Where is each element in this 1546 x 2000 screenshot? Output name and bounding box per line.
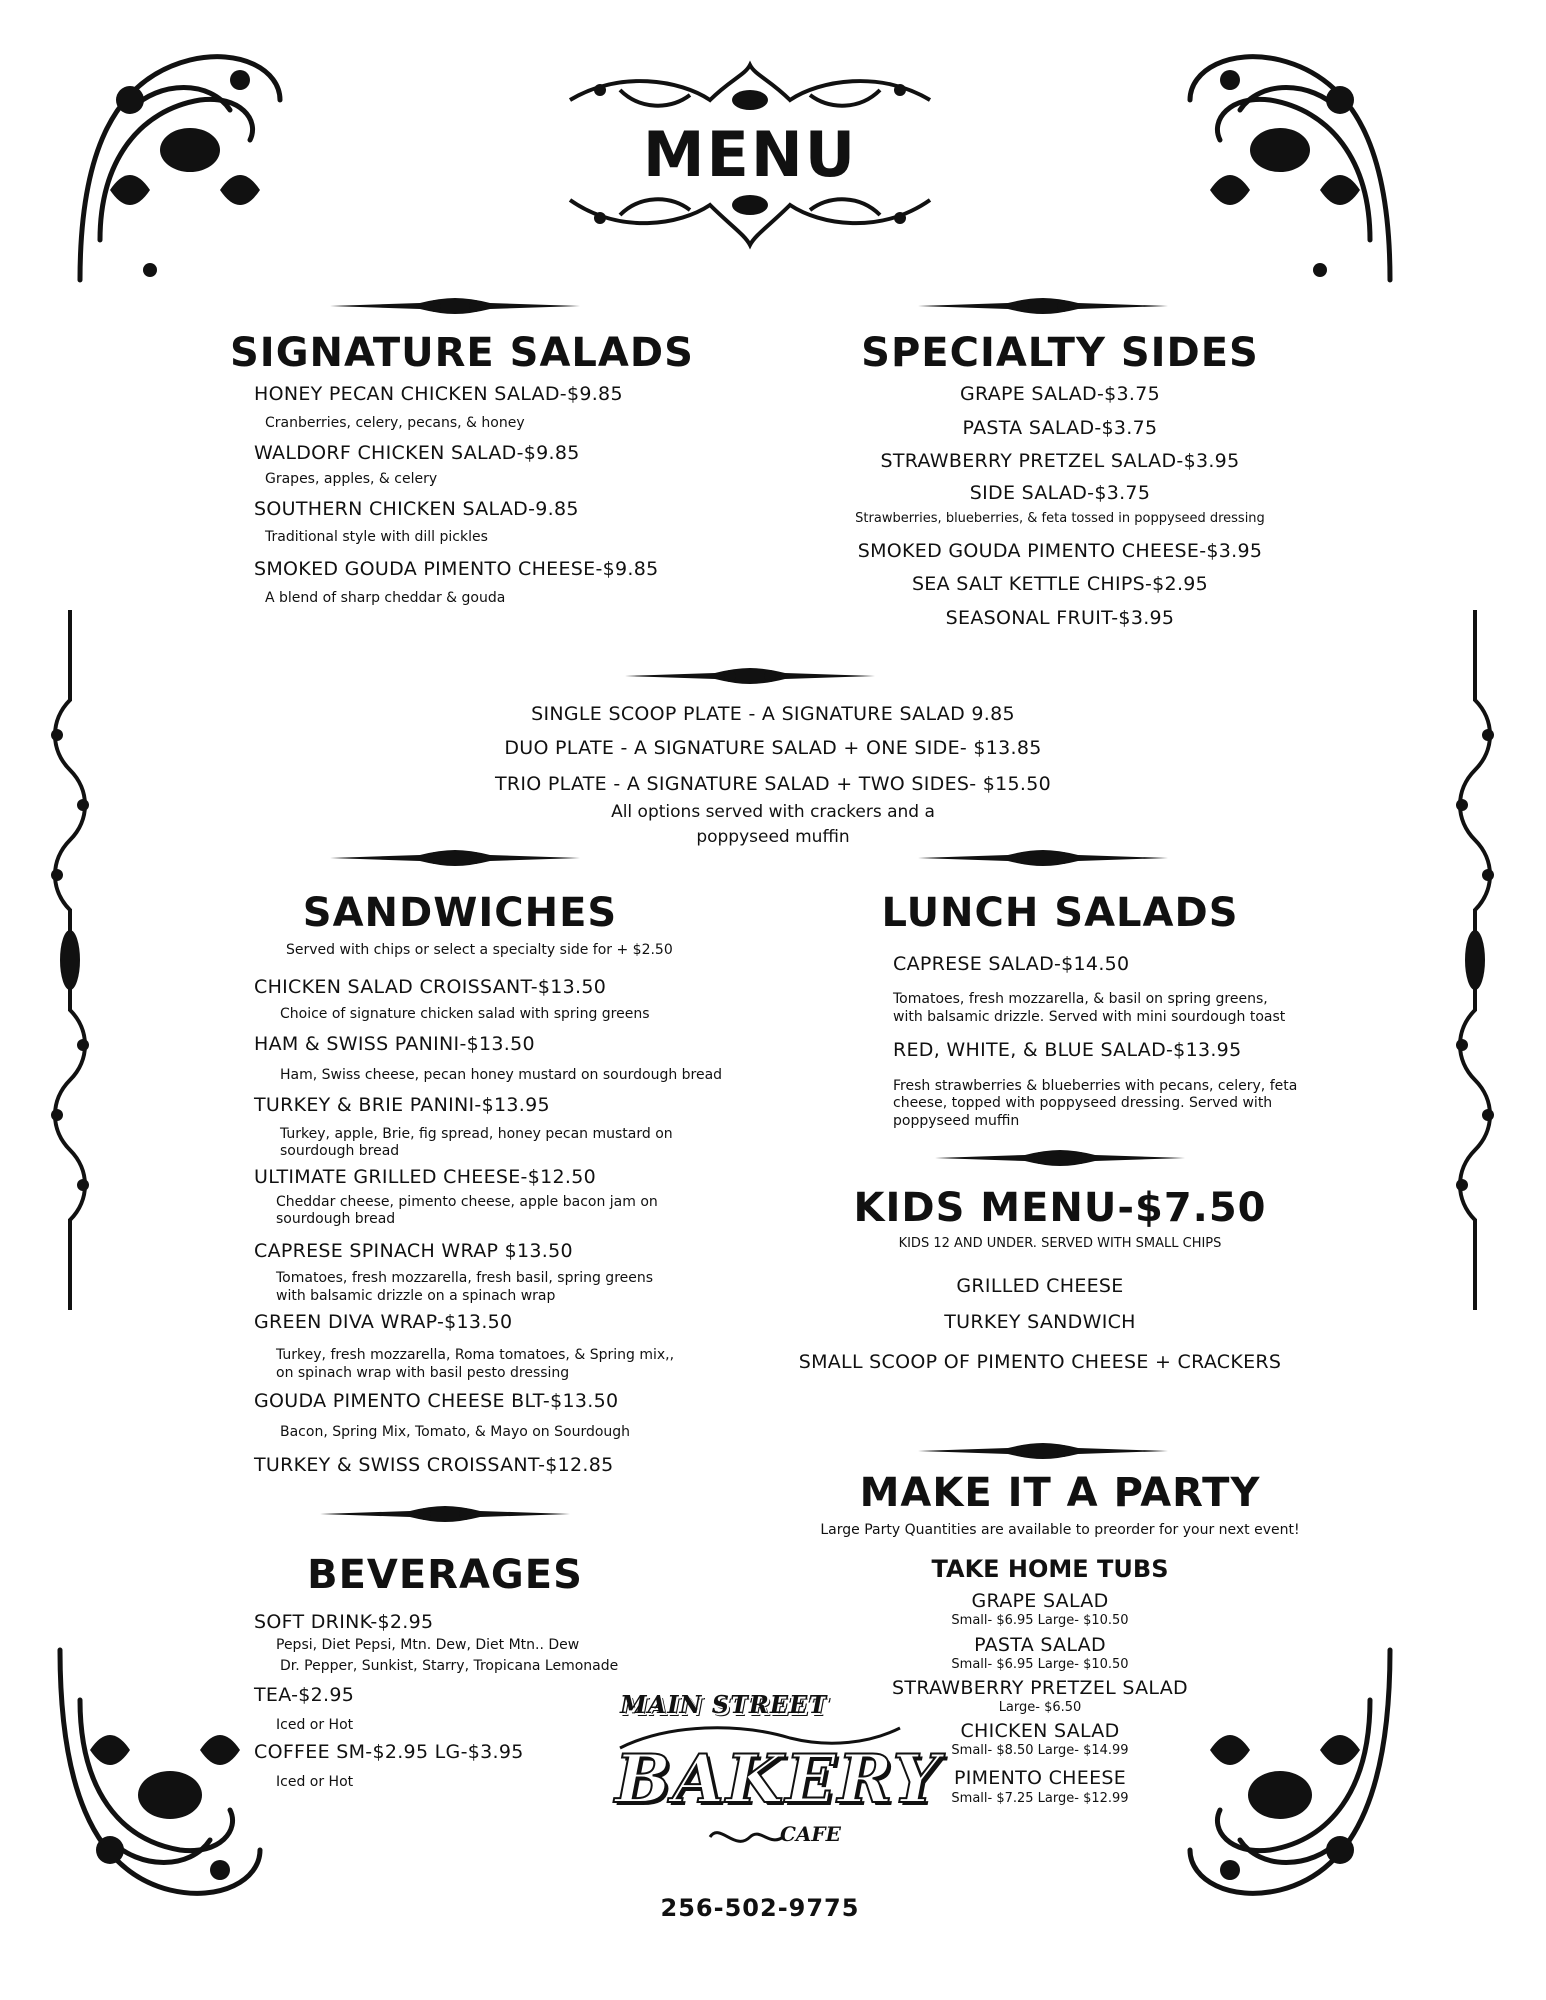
menu-item: ULTIMATE GRILLED CHEESE-$12.50 — [254, 1166, 596, 1188]
plate-duo: DUO PLATE - A SIGNATURE SALAD + ONE SIDE- $13.85 — [504, 737, 1042, 759]
divider-ornament — [330, 296, 580, 316]
party-heading: MAKE IT A PARTY — [859, 1470, 1261, 1516]
menu-item: TURKEY & SWISS CROISSANT-$12.85 — [254, 1454, 614, 1476]
plate-trio: TRIO PLATE - A SIGNATURE SALAD + TWO SIDES- $15.50 — [494, 773, 1052, 795]
menu-item-desc: with balsamic drizzle. Served with mini sourdough toast — [893, 1009, 1286, 1025]
menu-item-desc: Traditional style with dill pickles — [265, 529, 488, 545]
menu-item-desc: Turkey, apple, Brie, fig spread, honey pecan mustard on — [280, 1126, 673, 1142]
divider-ornament — [918, 296, 1168, 316]
menu-item-desc: Cheddar cheese, pimento cheese, apple bacon jam on — [276, 1194, 658, 1210]
corner-ornament-top-right — [1180, 40, 1400, 290]
side-item: SIDE SALAD-$3.75 — [969, 482, 1151, 504]
menu-item: COFFEE SM-$2.95 LG-$3.95 — [254, 1741, 524, 1763]
logo-cafe: CAFE — [780, 1822, 841, 1846]
menu-item: CAPRESE SALAD-$14.50 — [893, 953, 1130, 975]
page-title: MENU — [642, 118, 858, 191]
divider-ornament — [918, 1441, 1168, 1461]
menu-item: HONEY PECAN CHICKEN SALAD-$9.85 — [254, 383, 623, 405]
side-item: PASTA SALAD-$3.75 — [962, 417, 1158, 439]
plate-single: SINGLE SCOOP PLATE - A SIGNATURE SALAD 9.85 — [531, 703, 1015, 725]
corner-ornament-bottom-left — [50, 1640, 270, 1910]
tub-item: STRAWBERRY PRETZEL SALAD — [892, 1677, 1188, 1699]
menu-item: TEA-$2.95 — [254, 1684, 355, 1706]
sandwiches-subheading: Served with chips or select a specialty side for + $2.50 — [286, 942, 673, 958]
divider-ornament — [320, 1504, 570, 1524]
menu-item: GOUDA PIMENTO CHEESE BLT-$13.50 — [254, 1390, 619, 1412]
menu-item-desc: Fresh strawberries & blueberries with pecans, celery, feta — [893, 1078, 1298, 1094]
menu-item-desc: Dr. Pepper, Sunkist, Starry, Tropicana Lemonade — [280, 1658, 619, 1674]
menu-item-desc: Tomatoes, fresh mozzarella, & basil on spring greens, — [893, 991, 1268, 1007]
menu-item: CHICKEN SALAD CROISSANT-$13.50 — [254, 976, 607, 998]
party-subheading: Large Party Quantities are available to preorder for your next event! — [820, 1522, 1300, 1538]
menu-item-desc: Ham, Swiss cheese, pecan honey mustard on sourdough bread — [280, 1067, 723, 1083]
menu-item: SMOKED GOUDA PIMENTO CHEESE-$9.85 — [254, 558, 659, 580]
plate-note: poppyseed muffin — [696, 827, 850, 847]
tub-item: GRAPE SALAD — [971, 1590, 1109, 1612]
divider-ornament — [330, 848, 580, 868]
tub-price: Small- $6.95 Large- $10.50 — [951, 1613, 1129, 1628]
side-scroll-right — [1450, 610, 1500, 1310]
menu-item: TURKEY & BRIE PANINI-$13.95 — [254, 1094, 550, 1116]
menu-item-desc: poppyseed muffin — [893, 1113, 1020, 1129]
side-item: STRAWBERRY PRETZEL SALAD-$3.95 — [880, 450, 1240, 472]
menu-item-desc: with balsamic drizzle on a spinach wrap — [276, 1288, 556, 1304]
sandwiches-heading: SANDWICHES — [302, 890, 618, 936]
divider-ornament — [935, 1148, 1185, 1168]
side-item: SEA SALT KETTLE CHIPS-$2.95 — [911, 573, 1209, 595]
bakery-logo — [610, 1690, 942, 1860]
divider-ornament — [918, 848, 1168, 868]
tub-item: CHICKEN SALAD — [960, 1720, 1120, 1742]
title-flourish-bottom — [560, 180, 940, 250]
menu-item: RED, WHITE, & BLUE SALAD-$13.95 — [893, 1039, 1242, 1061]
corner-ornament-top-left — [70, 40, 290, 290]
tub-price: Small- $6.95 Large- $10.50 — [951, 1657, 1129, 1672]
menu-item-desc: sourdough bread — [280, 1143, 400, 1159]
kids-item: TURKEY SANDWICH — [944, 1311, 1136, 1333]
menu-item-desc: Pepsi, Diet Pepsi, Mtn. Dew, Diet Mtn.. Dew — [276, 1637, 580, 1653]
logo-bakery: BAKERY — [615, 1740, 942, 1818]
logo-swirl — [705, 1822, 785, 1852]
tub-price: Small- $8.50 Large- $14.99 — [951, 1743, 1129, 1758]
tubs-heading: TAKE HOME TUBS — [931, 1555, 1169, 1583]
menu-item-desc: Bacon, Spring Mix, Tomato, & Mayo on Sourdough — [280, 1424, 631, 1440]
menu-item-desc: Turkey, fresh mozzarella, Roma tomatoes, & Spring mix,, — [276, 1347, 675, 1363]
menu-item-desc: Iced or Hot — [276, 1717, 354, 1733]
beverages-heading: BEVERAGES — [307, 1552, 583, 1598]
menu-item-desc: on spinach wrap with basil pesto dressing — [276, 1365, 570, 1381]
menu-item-desc: Iced or Hot — [276, 1774, 354, 1790]
menu-item-desc: sourdough bread — [276, 1211, 396, 1227]
side-item: SEASONAL FRUIT-$3.95 — [945, 607, 1175, 629]
divider-ornament — [625, 666, 875, 686]
kids-item: GRILLED CHEESE — [956, 1275, 1124, 1297]
lunch-salads-heading: LUNCH SALADS — [881, 890, 1239, 936]
menu-item: SOFT DRINK-$2.95 — [254, 1611, 434, 1633]
side-item: SMOKED GOUDA PIMENTO CHEESE-$3.95 — [857, 540, 1263, 562]
side-item: GRAPE SALAD-$3.75 — [959, 383, 1161, 405]
phone-number: 256-502-9775 — [660, 1894, 860, 1922]
side-item-desc: Strawberries, blueberries, & feta tossed in poppyseed dressing — [855, 511, 1265, 526]
menu-item-desc: A blend of sharp cheddar & gouda — [265, 590, 506, 606]
tub-item: PASTA SALAD — [974, 1634, 1106, 1656]
menu-item-desc: Cranberries, celery, pecans, & honey — [265, 415, 525, 431]
tub-price: Large- $6.50 — [998, 1700, 1082, 1715]
menu-item-desc: cheese, topped with poppyseed dressing. Served with — [893, 1095, 1273, 1111]
menu-item-desc: Grapes, apples, & celery — [265, 471, 438, 487]
logo-main-street: MAIN STREET — [620, 1690, 828, 1719]
tub-price: Small- $7.25 Large- $12.99 — [951, 1791, 1129, 1806]
kids-menu-heading: KIDS MENU-$7.50 — [853, 1185, 1267, 1231]
side-scroll-left — [45, 610, 95, 1310]
menu-item: HAM & SWISS PANINI-$13.50 — [254, 1033, 535, 1055]
menu-item: GREEN DIVA WRAP-$13.50 — [254, 1311, 513, 1333]
menu-item-desc: Choice of signature chicken salad with spring greens — [280, 1006, 650, 1022]
signature-salads-heading: SIGNATURE SALADS — [230, 330, 694, 376]
title-flourish-top — [560, 60, 940, 120]
menu-item-desc: Tomatoes, fresh mozzarella, fresh basil, spring greens — [276, 1270, 654, 1286]
specialty-sides-heading: SPECIALTY SIDES — [861, 330, 1259, 376]
menu-item: CAPRESE SPINACH WRAP $13.50 — [254, 1240, 573, 1262]
kids-item: SMALL SCOOP OF PIMENTO CHEESE + CRACKERS — [798, 1351, 1282, 1373]
menu-item: SOUTHERN CHICKEN SALAD-9.85 — [254, 498, 579, 520]
kids-menu-subheading: KIDS 12 AND UNDER. SERVED WITH SMALL CHIPS — [898, 1236, 1222, 1251]
menu-item: WALDORF CHICKEN SALAD-$9.85 — [254, 442, 580, 464]
tub-item: PIMENTO CHEESE — [953, 1767, 1127, 1789]
plate-note: All options served with crackers and a — [611, 802, 935, 822]
